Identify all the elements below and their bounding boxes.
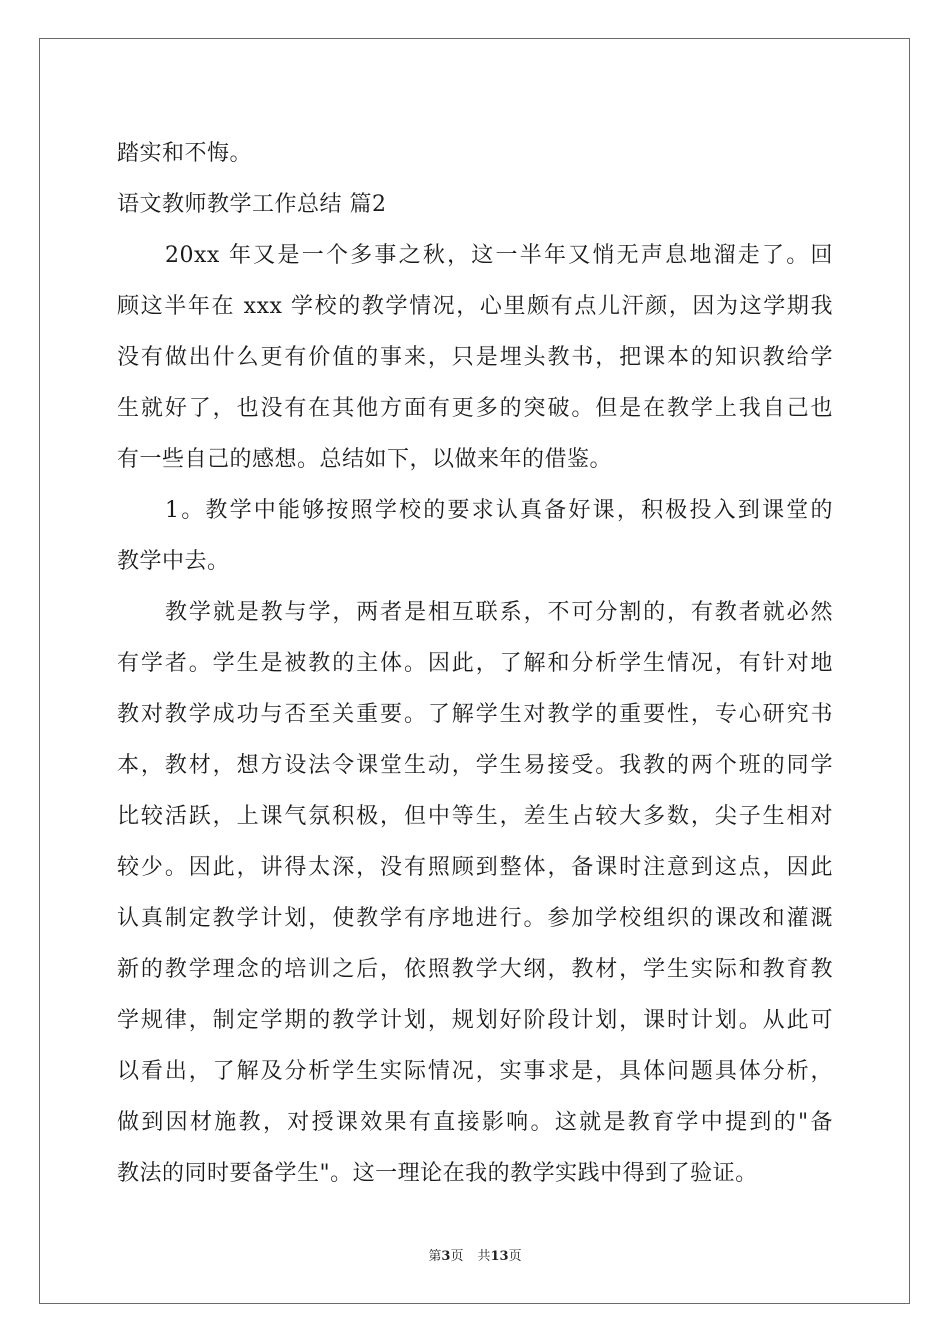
section-heading: 语文教师教学工作总结 篇2 [117,192,387,217]
paragraph-line: 有一些自己的感想。总结如下，以做来年的借鉴。 [117,447,613,472]
paragraph-line: 没有做出什么更有价值的事来，只是埋头教书，把课本的知识教给学 [117,345,833,370]
paragraph-line: 有学者。学生是被教的主体。因此，了解和分析学生情况，有针对地 [117,651,833,676]
paragraph-line: 学规律，制定学期的教学计划，规划好阶段计划，课时计划。从此可 [117,1008,833,1033]
paragraph-line: 以看出，了解及分析学生实际情况，实事求是，具体问题具体分析， [117,1059,833,1084]
page-prefix: 第 [428,1249,442,1264]
paragraph-line: 教法的同时要备学生"。这一理论在我的教学实践中得到了验证。 [117,1161,758,1186]
total-prefix: 共 [477,1249,491,1264]
total-suffix: 页 [508,1249,522,1264]
total-pages: 13 [490,1249,509,1264]
paragraph-line: 教对教学成功与否至关重要。了解学生对教学的重要性，专心研究书 [117,702,833,727]
paragraph-line: 20xx 年又是一个多事之秋，这一半年又悄无声息地溜走了。回 [165,243,833,268]
paragraph-line: 新的教学理念的培训之后，依照教学大纲，教材，学生实际和教育教 [117,957,833,982]
text-line: 踏实和不悔。 [117,141,253,166]
page-suffix: 页 [450,1249,464,1264]
paragraph-line: 认真制定教学计划，使教学有序地进行。参加学校组织的课改和灌溉 [117,906,833,931]
paragraph-line: 生就好了，也没有在其他方面有更多的突破。但是在教学上我自己也 [117,396,833,421]
paragraph-line: 教学就是教与学，两者是相互联系，不可分割的，有教者就必然 [165,600,833,625]
paragraph-line: 做到因材施教，对授课效果有直接影响。这就是教育学中提到的"备 [117,1110,833,1135]
paragraph-line: 本，教材，想方设法令课堂生动，学生易接受。我教的两个班的同学 [117,753,833,778]
paragraph-line: 比较活跃，上课气氛积极，但中等生，差生占较大多数，尖子生相对 [117,804,833,829]
paragraph-line: 1。教学中能够按照学校的要求认真备好课，积极投入到课堂的 [165,498,833,523]
page-footer [0,1248,950,1266]
document-body [117,128,833,1199]
page-number: 3 [441,1249,451,1264]
paragraph-line: 顾这半年在 xxx 学校的教学情况，心里颇有点儿汗颜，因为这学期我 [117,294,833,319]
paragraph-line: 较少。因此，讲得太深，没有照顾到整体，备课时注意到这点，因此 [117,855,833,880]
paragraph-line: 教学中去。 [117,549,230,574]
